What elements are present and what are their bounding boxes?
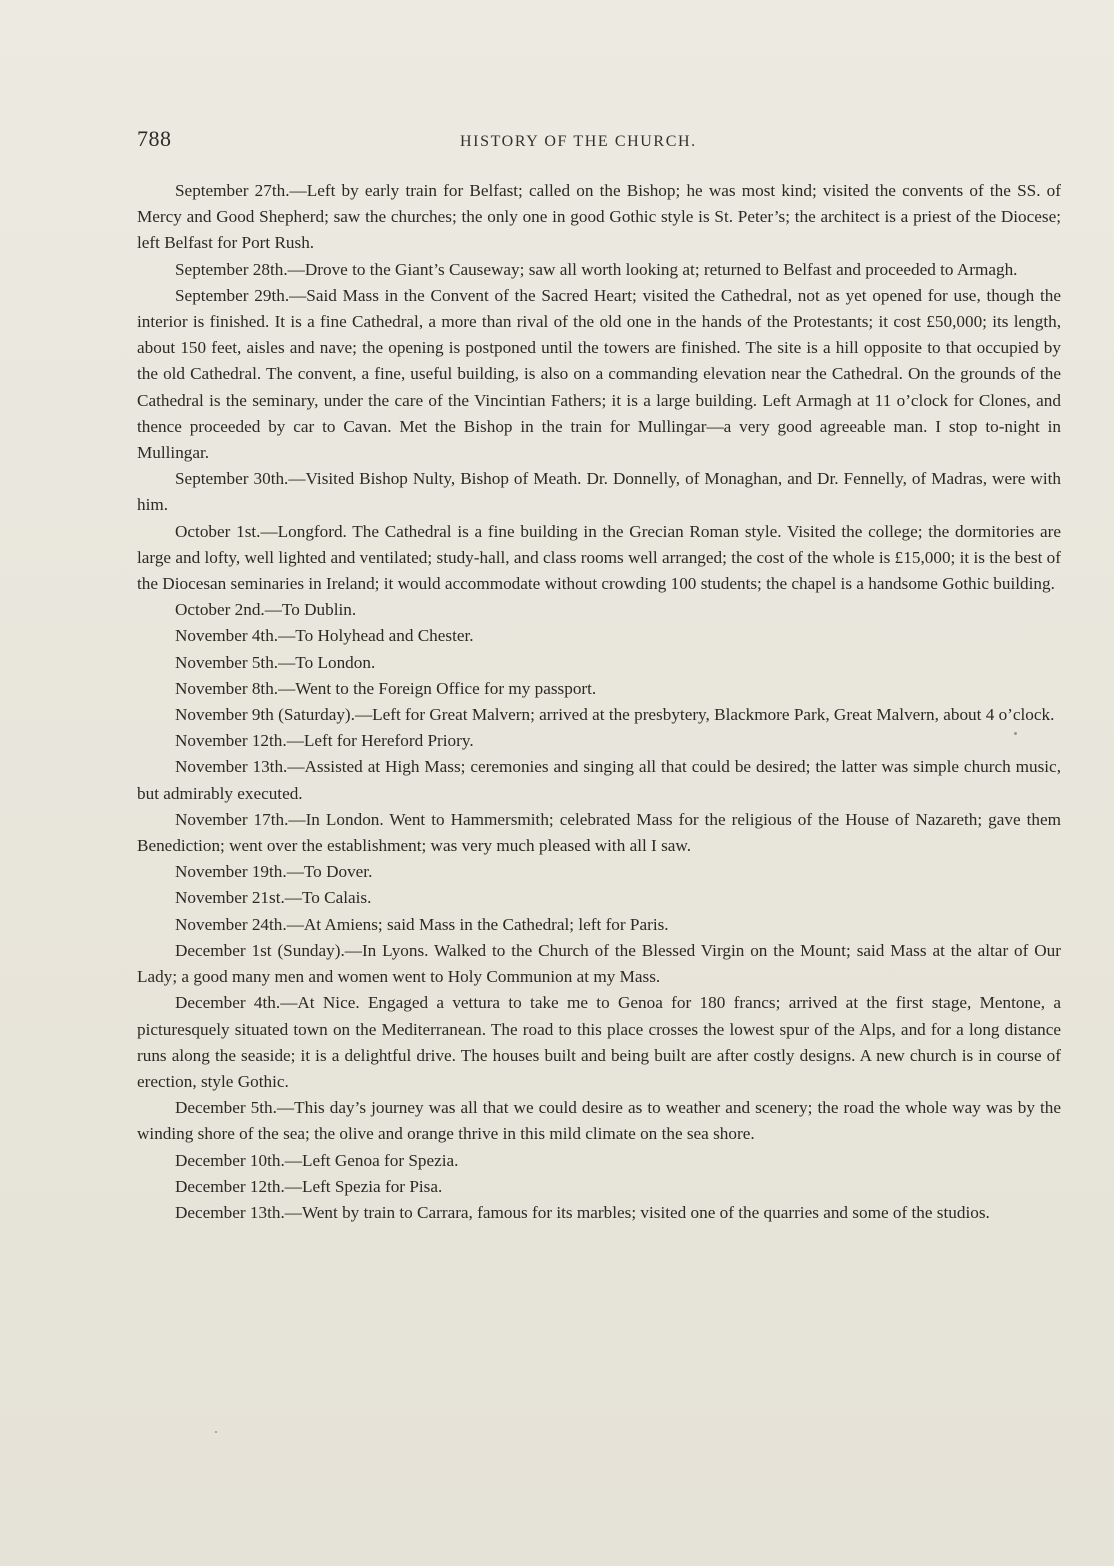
journal-entry-dec-5: December 5th.—This day’s journey was all that we could desire as to weather and scenery; the road the whole way was by the winding shore of the sea; the olive and orange thrive in this mild climate on the sea shore. [137, 1098, 1061, 1144]
journal-entry-nov-4: November 4th.—To Holyhead and Chester. [175, 626, 474, 646]
journal-entry-nov-12: November 12th.—Left for Hereford Priory. [175, 731, 474, 751]
journal-entry-dec-12: December 12th.—Left Spezia for Pisa. [175, 1176, 443, 1196]
journal-entry-nov-17: November 17th.—In London. Went to Hammersmith; celebrated Mass for the religious of the House of Nazareth; gave them Benediction; went over the establishment; was very much pleased with all I saw. [137, 809, 1061, 856]
journal-entry-dec-1: December 1st (Sunday).—In Lyons. Walked to the Church of the Blessed Virgin on the Mount; said Mass at the altar of Our Lady; a good many men and women went to Holy Communion at my Mass. [137, 940, 1061, 987]
journal-entry-dec-13: December 13th.—Went by train to Carrara, famous for its marbles; visited one of the quarries and some of the studios. [175, 1202, 990, 1222]
journal-entry-nov-24: November 24th.—At Amiens; said Mass in the Cathedral; left for Paris. [175, 914, 669, 934]
paper-speck [215, 1431, 217, 1433]
journal-entry-nov-19: November 19th.—To Dover. [175, 862, 373, 882]
page-number: 788 [137, 126, 172, 151]
journal-entry-dec-4: December 4th.—At Nice. Engaged a vettura to take me to Genoa for 180 francs; arrived at the first stage, Mentone, a picturesquely situated town on the Mediterranean. The road to this place crosses the lowest spur of the Alps, and for a long distance runs along the seaside; it is a delightful drive. The houses built and being built are after costly designs. A new church is in course of erection, style Gothic. [137, 993, 1061, 1091]
journal-entry-nov-8: November 8th.—Went to the Foreign Office for my passport. [175, 678, 597, 698]
journal-entry-sep-27: September 27th.—Left by early train for Belfast; called on the Bishop; he was most kind; visited the convents of the SS. of Mercy and Good Shepherd; saw the churches; the only one in good Gothic style is St. Peter’s; the architect is a priest of the Diocese; left Belfast for Port Rush. [137, 181, 1061, 253]
journal-entry-sep-30: September 30th.—Visited Bishop Nulty, Bishop of Meath. Dr. Donnelly, of Monaghan, and Dr. Fennelly, of Madras, were with him. [137, 469, 1061, 515]
journal-entry-sep-28: September 28th.—Drove to the Giant’s Causeway; saw all worth looking at; returned to Belfast and proceeded to Armagh. [175, 259, 1018, 279]
journal-entry-dec-10: December 10th.—Left Genoa for Spezia. [175, 1150, 459, 1170]
journal-entry-oct-2: October 2nd.—To Dublin. [175, 600, 357, 620]
journal-entry-oct-1: October 1st.—Longford. The Cathedral is a fine building in the Grecian Roman style. Visited the college; the dormitories are large and lofty, well lighted and ventilated; study-hall, and class rooms well arranged; the cost of the whole is £15,000; it is the best of the Diocesan seminaries in Ireland; it would accommodate without crowding 100 students; the chapel is a handsome Gothic building. [137, 521, 1061, 594]
journal-text [137, 178, 1061, 1226]
journal-entry-nov-5: November 5th.—To London. [175, 652, 376, 672]
journal-entry-sep-29: September 29th.—Said Mass in the Convent of the Sacred Heart; visited the Cathedral, not as yet opened for use, though the interior is finished. It is a fine Cathedral, a more than rival of the old one in the hands of the Protestants; it cost £50,000; its length, about 150 feet, aisles and nave; the opening is postponed until the towers are finished. The site is a hill opposite to that occupied by the old Cathedral. The convent, a fine, useful building, is also on a commanding elevation near the Cathedral. On the grounds of the Cathedral is the seminary, under the care of the Vincintian Fathers; it is a large building. Left Armagh at 11 o’clock for Clones, and thence proceeded by car to Cavan. Met the Bishop in the train for Mullingar—a very good agreeable man. I stop to-night in Mullingar. [137, 285, 1061, 463]
journal-entry-nov-13: November 13th.—Assisted at High Mass; ceremonies and singing all that could be desired; the latter was simple church music, but admirably executed. [137, 757, 1061, 803]
journal-entry-nov-21: November 21st.—To Calais. [175, 888, 372, 908]
journal-entry-nov-9: November 9th (Saturday).—Left for Great Malvern; arrived at the presbytery, Blackmore Park, Great Malvern, about 4 o’clock. [175, 705, 1055, 725]
running-head: HISTORY OF THE CHURCH. [460, 133, 697, 150]
paper-speck [1014, 732, 1017, 735]
